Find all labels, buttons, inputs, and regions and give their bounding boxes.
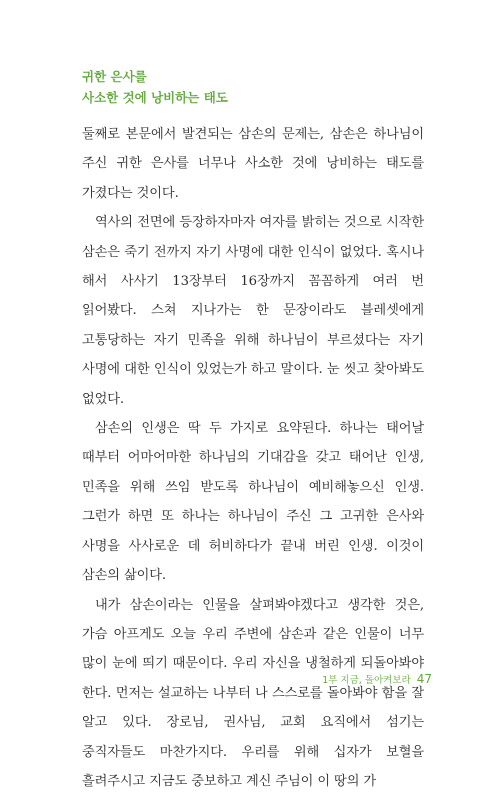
running-footer-section: 1부 지금, 돌아켜보라 bbox=[322, 672, 411, 686]
paragraph-4: 내가 삼손이라는 인물을 살펴봐야겠다고 생각한 것은, 가슴 아프게도 오늘 우리 주변에 삼손과 같은 인물이 너무 많이 눈에 띄기 때문이다. 우리 자신을 냉철하게 되돌아봐야 한다. 먼저는 설교하는 나부터 나 스스로를 돌아봐야 함을 잘 알고 있다. 장로님, 권사님, 교회 요직에서 섬기는 중직자들도 마찬가지다. 우리를 위해 십자가 보혈을 흘려주시고 지금도 중보하고 계신 주님이 이 땅의 가 bbox=[82, 591, 424, 796]
body-text bbox=[82, 120, 424, 796]
paragraph-3: 삼손의 인생은 딱 두 가지로 요약된다. 하나는 태어날 때부터 어마어마한 하나님의 기대감을 갖고 태어난 인생, 민족을 위해 쓰임 받도록 하나님이 예비해놓으신 인생. 그런가 하면 또 하나는 하나님이 주신 그 고귀한 은사와 사명을 사사로운 데 허비하다가 끝내 버린 인생. 이것이 삼손의 삶이다. bbox=[82, 414, 424, 590]
section-heading-line-1: 귀한 은사를 bbox=[82, 66, 442, 87]
page-number: 47 bbox=[417, 672, 432, 686]
page-footer bbox=[322, 672, 432, 686]
section-heading bbox=[82, 66, 442, 108]
section-heading-line-2: 사소한 것에 낭비하는 태도 bbox=[82, 87, 442, 108]
paragraph-2: 역사의 전면에 등장하자마자 여자를 밝히는 것으로 시작한 삼손은 죽기 전까지 자기 사명에 대한 인식이 없었다. 혹시나 해서 사사기 13장부터 16장까지 꼼꼼하게 여러 번 읽어봤다. 스쳐 지나가는 한 문장이라도 블레셋에게 고통당하는 자기 민족을 위해 하나님이 부르셨다는 자기 사명에 대한 인식이 있었는가 하고 말이다. 눈 씻고 찾아봐도 없었다. bbox=[82, 208, 424, 414]
paragraph-1: 둘째로 본문에서 발견되는 삼손의 문제는, 삼손은 하나님이 주신 귀한 은사를 너무나 사소한 것에 낭비하는 태도를 가졌다는 것이다. bbox=[82, 120, 424, 208]
